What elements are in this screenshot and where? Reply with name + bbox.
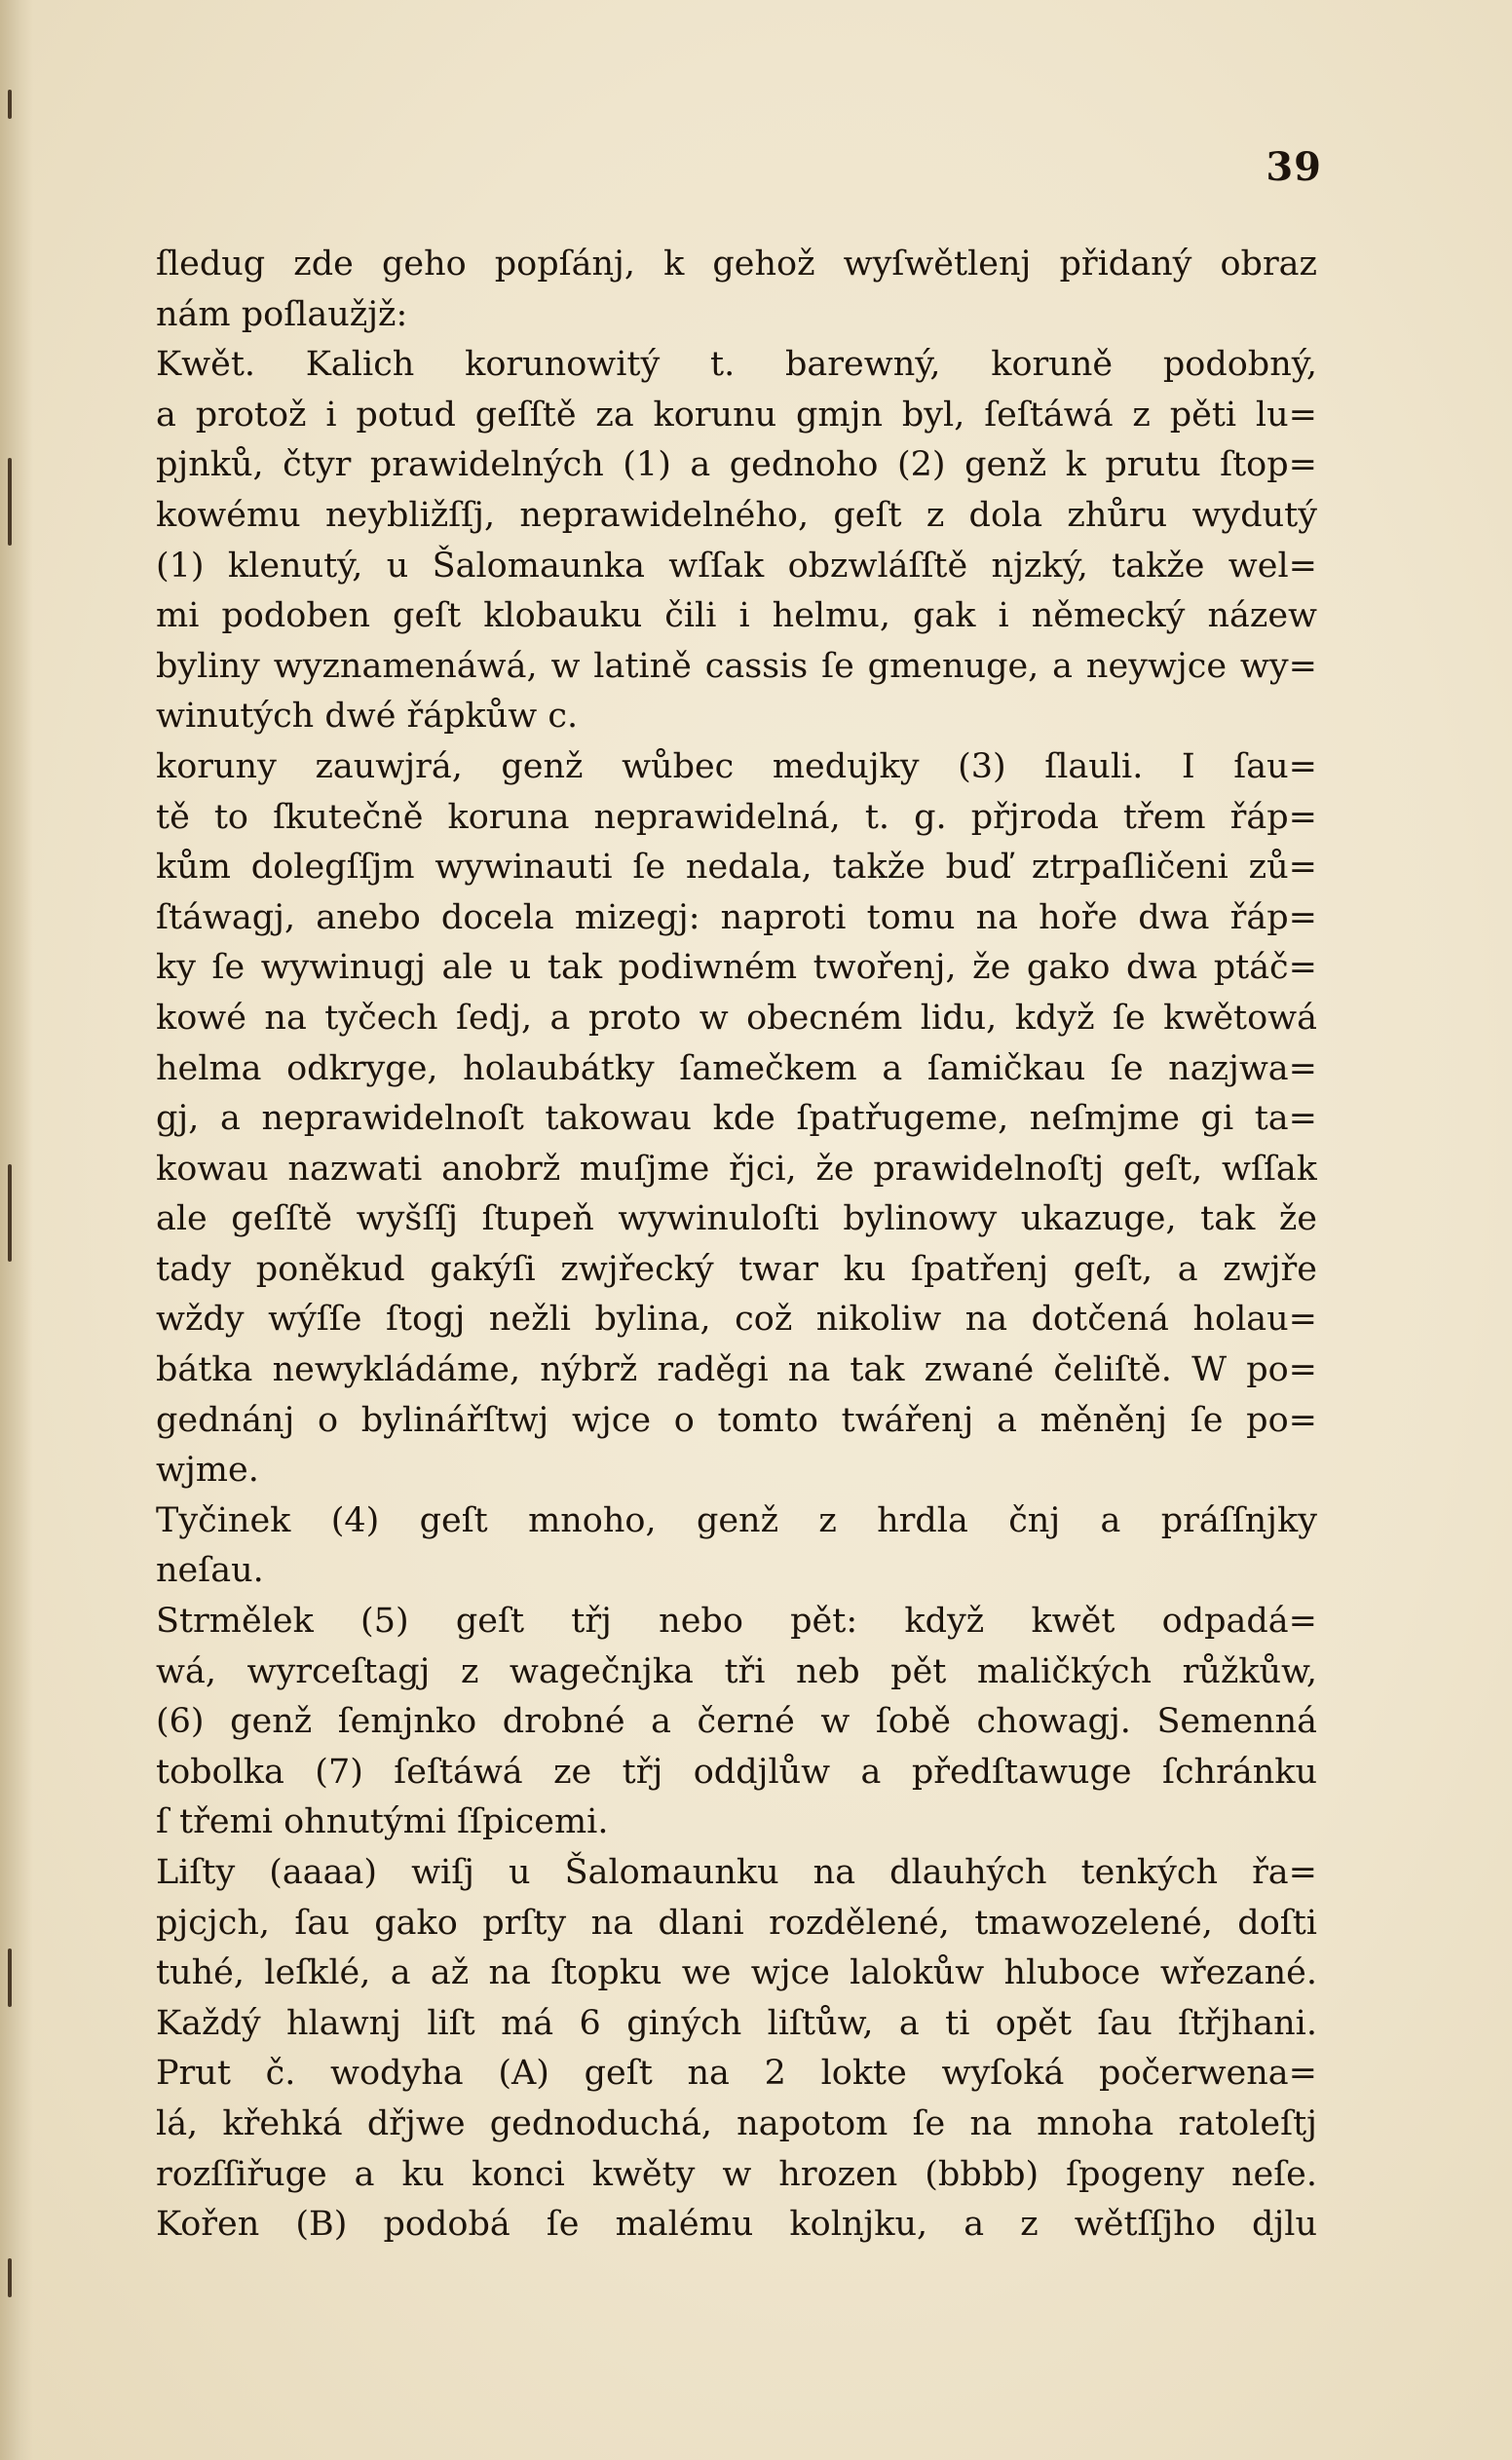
text-line: helma odkryge, holaubátky ſamečkem a ſamičkau ſe nazjwa=	[156, 1048, 1317, 1088]
text-line: nám poſlaužjž:	[156, 294, 408, 334]
edge-mark	[8, 458, 12, 546]
text-line: bátka newykládáme, nýbrž raděgi na tak zwané čeliſtě. W po=	[156, 1350, 1317, 1390]
text-line: koruny zauwjrá, genž wůbec medujky (3) ſlauli. I ſau=	[156, 746, 1317, 786]
text-line: tě to ſkutečně koruna neprawidelná, t. g. přjroda třem řáp=	[156, 797, 1317, 837]
text-line: neſau.	[156, 1551, 264, 1591]
text-line: Prut č. wodyha (A) geſt na 2 lokte wyſoká počerwena=	[156, 2054, 1317, 2094]
text-line: tady poněkud gakýſi zwjřecký twar ku ſpatřenj geſt, a zwjře	[156, 1249, 1317, 1289]
text-line: (1) klenutý, u Šalomaunka wſſak obzwláſſtě njzký, takže wel=	[156, 546, 1317, 586]
edge-mark	[8, 1949, 12, 2007]
text-line: pjnků, čtyr prawidelných (1) a gednoho (2) genž k prutu ſtop=	[156, 445, 1317, 485]
text-line: ale geſſtě wyšſſj ſtupeň wywinuloſti bylinowy ukazuge, tak že	[156, 1199, 1317, 1239]
page-gutter	[0, 0, 33, 2460]
text-line: wá, wyrceſtagj z wagečnjka tři neb pět maličkých růžkůw,	[156, 1651, 1317, 1691]
text-line: kowau nazwati anobrž muſjme řjci, že prawidelnoſtj geſt, wſſak	[156, 1149, 1317, 1189]
text-line: Kořen (B) podobá ſe malému kolnjku, a z wětſſjho djlu	[156, 2205, 1317, 2245]
text-line: ky ſe wywinugj ale u tak podiwném twořenj, že gako dwa ptáč=	[156, 948, 1317, 988]
text-line: tuhé, leſklé, a až na ſtopku we wjce lalokůw hluboce wřezané.	[156, 1953, 1317, 1993]
text-line: Strmělek (5) geſt třj nebo pět: když kwět odpadá=	[156, 1602, 1317, 1642]
text-line: ſledug zde geho popſánj, k gehož wyſwětlenj přidaný obraz	[156, 245, 1317, 284]
text-line: gednánj o bylinářſtwj wjce o tomto twářenj a měněnj ſe po=	[156, 1400, 1317, 1440]
text-line: Každý hlawnj liſt má 6 giných liſtůw, a ti opět ſau ſtřjhani.	[156, 2003, 1317, 2043]
text-line: kowé na tyčech ſedj, a proto w obecném lidu, když ſe kwětowá	[156, 998, 1317, 1038]
text-line: ſ třemi ohnutými ſſpicemi.	[156, 1802, 609, 1842]
text-line: wjme.	[156, 1451, 259, 1491]
text-line: a protož i potud geſſtě za korunu gmjn byl, ſeſtáwá z pěti lu=	[156, 395, 1317, 435]
text-line: byliny wyznamenáwá, w latině cassis ſe gmenuge, a neywjce wy=	[156, 646, 1317, 686]
text-line: Liſty (aaaa) wiſj u Šalomaunku na dlauhých tenkých řa=	[156, 1853, 1317, 1892]
text-line: gj, a neprawidelnoſt takowau kde ſpatřugeme, neſmjme gi ta=	[156, 1099, 1317, 1139]
text-line: (6) genž ſemjnko drobné a černé w ſobě chowagj. Semenná	[156, 1702, 1317, 1742]
edge-mark	[8, 2258, 12, 2297]
text-line: tobolka (7) ſeſtáwá ze třj oddjlůw a předſtawuge ſchránku	[156, 1752, 1317, 1792]
text-line: rozſſiřuge a ku konci kwěty w hrozen (bbbb) ſpogeny neſe.	[156, 2154, 1317, 2194]
text-line: Tyčinek (4) geſt mnoho, genž z hrdla čnj a práſſnjky	[156, 1500, 1317, 1540]
page-number: 39	[1266, 144, 1322, 190]
text-line: mi podoben geſt klobauku čili i helmu, gak i německý názew	[156, 596, 1317, 636]
text-line: kům dolegſſjm wywinauti ſe nedala, takže buď ztrpaſličeni zů=	[156, 848, 1317, 888]
text-line: pjcjch, ſau gako prſty na dlani rozdělené, tmawozelené, doſti	[156, 1903, 1317, 1943]
edge-mark	[8, 90, 12, 119]
text-line: winutých dwé řápkůw c.	[156, 697, 579, 737]
text-line: Kwět. Kalich korunowitý t. barewný, koruně podobný,	[156, 345, 1317, 385]
body-text	[156, 240, 1317, 2251]
text-line: kowému neybližſſj, neprawidelného, geſt z dola zhůru wydutý	[156, 495, 1317, 535]
text-line: ſtáwagj, anebo docela mizegj: naproti tomu na hoře dwa řáp=	[156, 897, 1317, 937]
text-line: lá, křehká dřjwe gednoduchá, napotom ſe na mnoha ratoleſtj	[156, 2103, 1317, 2143]
edge-mark	[8, 1164, 12, 1262]
text-line: wždy wýſſe ſtogj nežli bylina, což nikoliw na dotčená holau=	[156, 1300, 1317, 1340]
